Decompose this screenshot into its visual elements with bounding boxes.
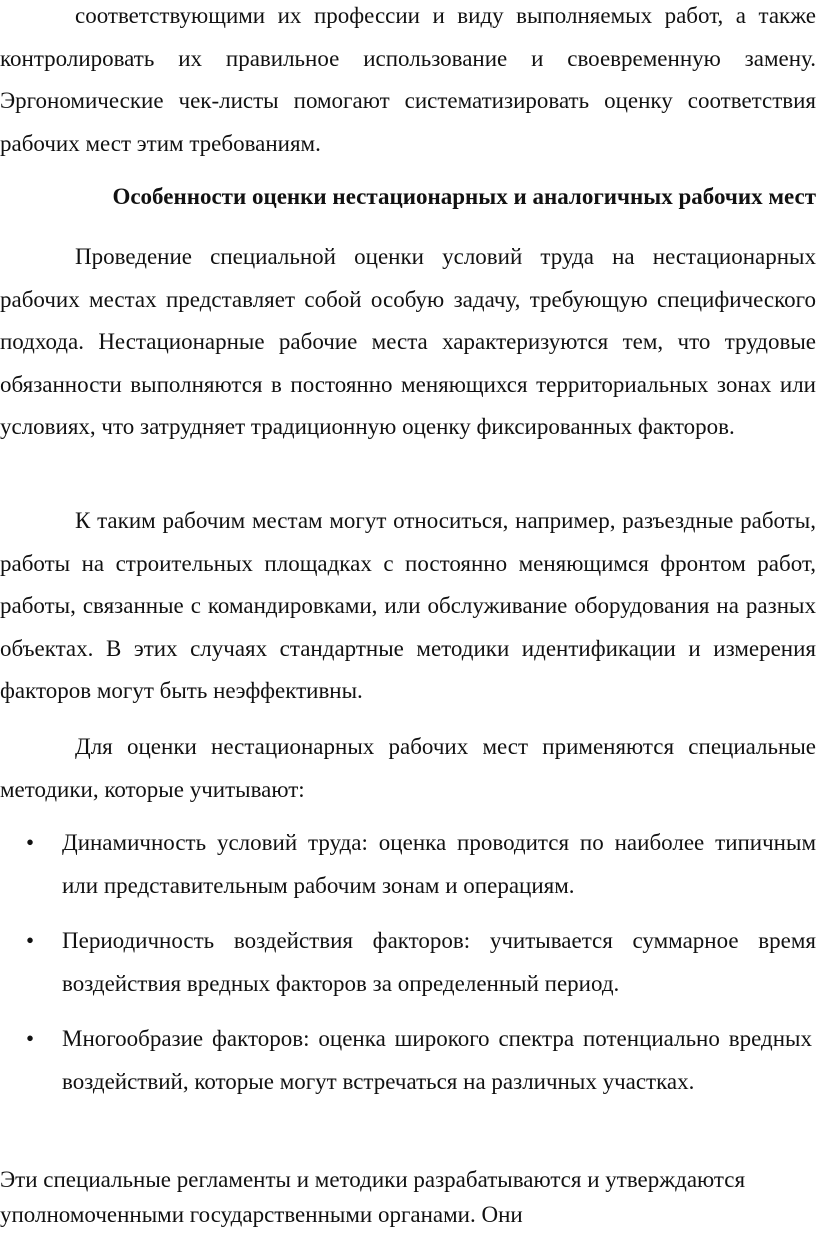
list-item-text: Динамичность условий труда: оценка проводится по наиболее типичным или представительным рабочим зонам и операциям. (62, 830, 816, 898)
paragraph-1: Проведение специальной оценки условий труда на нестационарных рабочих местах представляет собой особую задачу, требующую специфического подхода. Нестационарные рабочие места характеризуются тем, что трудовые обязанности выполняются в постоянно меняющихся территориальных зонах или условиях, что затрудняет традиционную оценку фиксированных факторов. (0, 244, 816, 440)
closing-line-2: уполномоченными государственными органами. Они (0, 1202, 523, 1227)
paragraph-3: Для оценки нестационарных рабочих мест применяются специальные методики, которые учитывают: (0, 734, 816, 802)
bullet-icon: • (26, 830, 35, 855)
paragraph-2: К таким рабочим местам могут относиться, например, разъездные работы, работы на строительных площадках с постоянно меняющимся фронтом работ, работы, связанные с командировками, или обслуживание оборудования на разных объектах. В этих случаях стандартные методики идентификации и измерения факторов могут быть неэффективны. (0, 508, 816, 704)
list-item-text: Периодичность воздействия факторов: учитывается суммарное время воздействия вредных факторов за определенный период. (62, 928, 816, 996)
intro-paragraph: соответствующими их профессии и виду выполняемых работ, а также контролировать их правильное использование и своевременную замену. Эргономические чек-листы помогают систематизировать оценку соответствия рабочих мест этим требованиям. (0, 3, 816, 156)
section-heading: Особенности оценки нестационарных и аналогичных рабочих мест (112, 184, 816, 209)
closing-line-1: Эти специальные регламенты и методики разрабатываются и утверждаются (0, 1167, 746, 1192)
list-item-text: Многообразие факторов: оценка широкого спектра потенциально вредных воздействий, которые могут встречаться на различных участках. (62, 1026, 812, 1094)
bullet-icon: • (26, 1026, 35, 1051)
bullet-icon: • (26, 928, 35, 953)
